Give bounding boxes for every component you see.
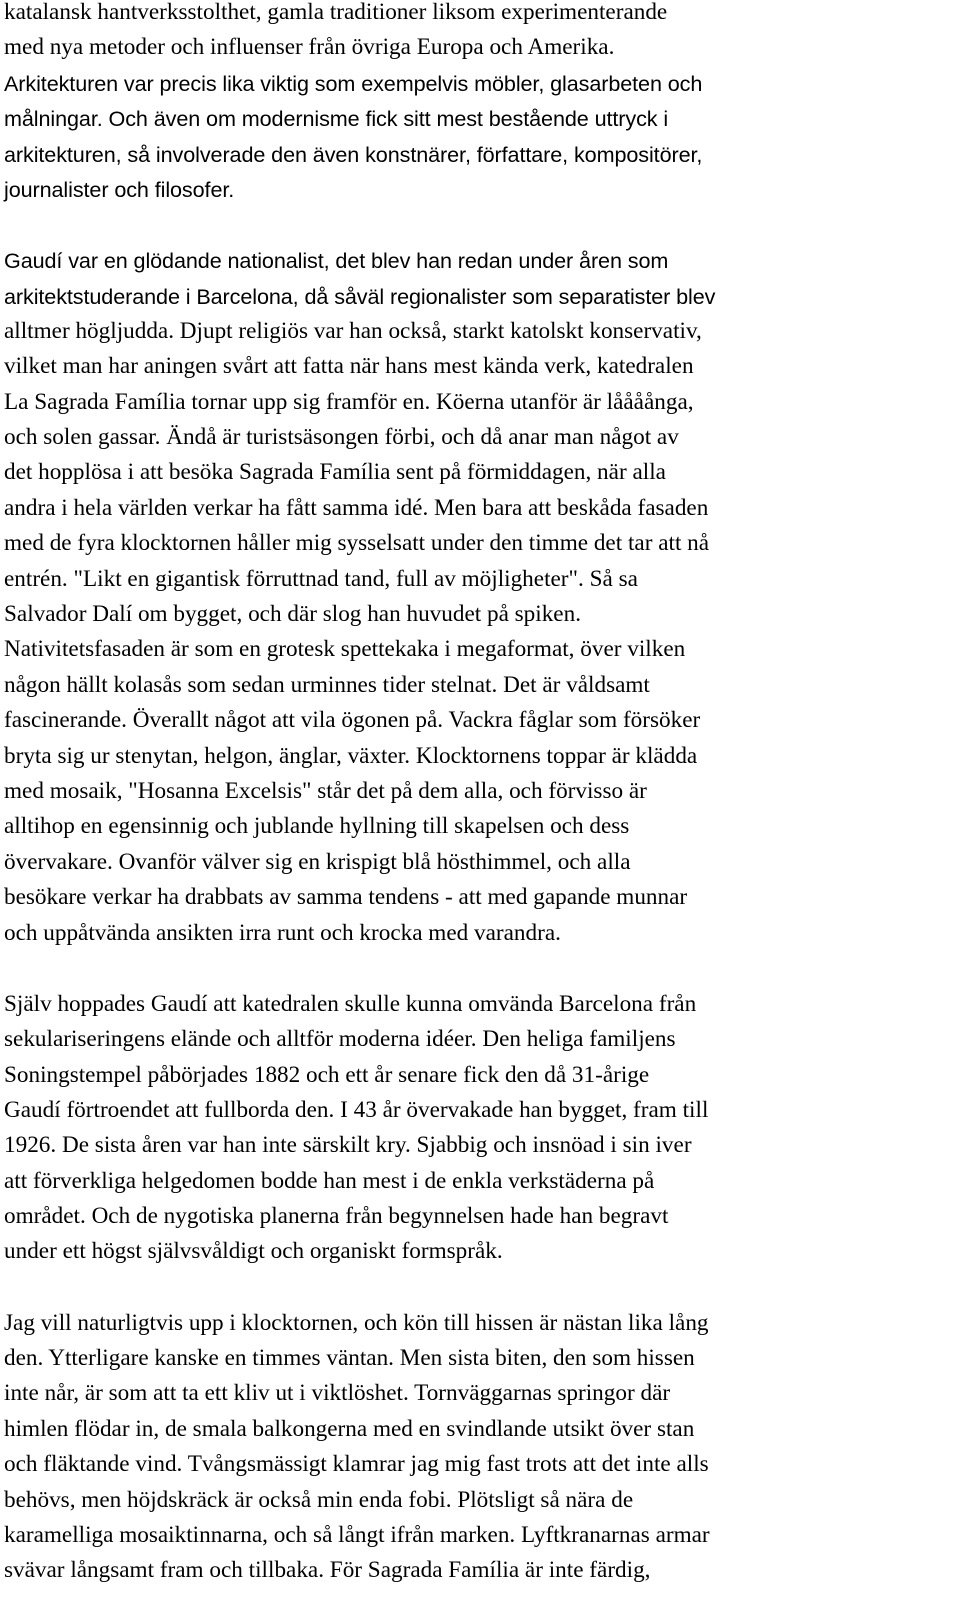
text-line: den. Ytterligare kanske en timmes väntan. Men sista biten, den som hissen [4, 1345, 695, 1372]
text-line: med mosaik, "Hosanna Excelsis" står det på dem alla, och förvisso är [4, 778, 647, 804]
text-line: under ett högst självsvåldigt och organiskt formspråk. [4, 1238, 503, 1265]
text-line: Gaudí var en glödande nationalist, det blev han redan under åren som [4, 248, 669, 274]
text-line: 1926. De sista åren var han inte särskilt kry. Sjabbig och insnöad i sin iver [4, 1132, 692, 1159]
text-line: entrén. "Likt en gigantisk förruttnad tand, full av möjligheter". Så sa [4, 565, 638, 592]
text-line: området. Och de nygotiska planerna från begynnelsen hade han begravt [4, 1203, 669, 1230]
document-body [4, 0, 944, 1589]
text-line: Salvador Dalí om bygget, och där slog han huvudet på spiken. [4, 601, 581, 628]
text-line: besökare verkar ha drabbats av samma tendens - att med gapande munnar [4, 884, 688, 911]
paragraph-spacer [4, 951, 944, 987]
text-line: alltmer högljudda. Djupt religiös var han också, starkt katolskt konservativ, [4, 317, 702, 344]
text-line: arkitekturen, så involverade den även konstnärer, författare, kompositörer, [4, 141, 703, 167]
text-line: Arkitekturen var precis lika viktig som exempelvis möbler, glasarbeten och [4, 70, 703, 96]
text-line: Själv hoppades Gaudí att katedralen skulle kunna omvända Barcelona från [4, 990, 697, 1017]
text-line: med nya metoder och influenser från övriga Europa och Amerika. [4, 34, 615, 61]
text-line: någon hällt kolasås som sedan urminnes tider stelnat. Det är våldsamt [4, 671, 650, 698]
text-line: Jag vill naturligtvis upp i klocktornen, och kön till hissen är nästan lika lång [4, 1309, 709, 1336]
text-line: sekulariseringens elände och alltför moderna idéer. Den heliga familjens [4, 1026, 676, 1053]
text-line: det hopplösa i att besöka Sagrada Família sent på förmiddagen, när alla [4, 459, 666, 486]
text-line: journalister och filosofer. [4, 176, 235, 202]
text-line: Gaudí förtroendet att fullborda den. I 43 år övervakade han bygget, fram till [4, 1096, 709, 1123]
text-line: svävar långsamt fram och tillbaka. För Sagrada Família är inte färdig, [4, 1557, 651, 1584]
text-line: himlen flödar in, de smala balkongerna med en svindlande utsikt över stan [4, 1415, 695, 1442]
text-line: vilket man har aningen svårt att fatta när hans mest kända verk, katedralen [4, 353, 694, 380]
text-line: att förverkliga helgedomen bodde han mest i de enkla verkstäderna på [4, 1167, 655, 1194]
text-line: arkitektstuderande i Barcelona, då såväl regionalister som separatister blev [4, 283, 716, 309]
text-line: och uppåtvända ansikten irra runt och krocka med varandra. [4, 919, 561, 946]
text-line: andra i hela världen verkar ha fått samma idé. Men bara att beskåda fasaden [4, 494, 709, 521]
text-line: bryta sig ur stenytan, helgon, änglar, växter. Klocktornens toppar är klädda [4, 742, 698, 769]
paragraph [4, 0, 944, 207]
text-line: och fläktande vind. Tvångsmässigt klamrar jag mig fast trots att det inte alls [4, 1451, 709, 1478]
text-line: målningar. Och även om modernisme fick sitt mest bestående uttryck i [4, 106, 669, 132]
paragraph [4, 1306, 944, 1589]
text-line: övervakare. Ovanför välver sig en krispigt blå hösthimmel, och alla [4, 848, 631, 875]
text-line: alltihop en egensinnig och jublande hyllning till skapelsen och dess [4, 813, 630, 840]
text-line: och solen gassar. Ändå är turistsäsongen förbi, och då anar man något av [4, 424, 679, 451]
text-line: behövs, men höjdskräck är också min enda fobi. Plötsligt så nära de [4, 1486, 634, 1513]
text-line: Soningstempel påbörjades 1882 och ett år senare fick den då 31-årige [4, 1061, 650, 1088]
paragraph-spacer [4, 1270, 944, 1306]
paragraph-spacer [4, 207, 944, 243]
text-line: inte når, är som att ta ett kliv ut i viktlöshet. Tornväggarnas springor där [4, 1380, 671, 1407]
paragraph [4, 987, 944, 1270]
text-line: karamelliga mosaiktinnarna, och så långt ifrån marken. Lyftkranarnas armar [4, 1522, 710, 1549]
paragraph [4, 243, 944, 951]
text-line: La Sagrada Família tornar upp sig framför en. Köerna utanför är låååånga, [4, 388, 694, 415]
text-line: med de fyra klocktornen håller mig sysselsatt under den timme det tar att nå [4, 530, 710, 557]
text-line: fascinerande. Överallt något att vila ögonen på. Vackra fåglar som försöker [4, 707, 701, 734]
text-line: Nativitetsfasaden är som en grotesk spettekaka i megaformat, över vilken [4, 636, 686, 663]
text-line: katalansk hantverksstolthet, gamla traditioner liksom experimenterande [4, 0, 668, 25]
